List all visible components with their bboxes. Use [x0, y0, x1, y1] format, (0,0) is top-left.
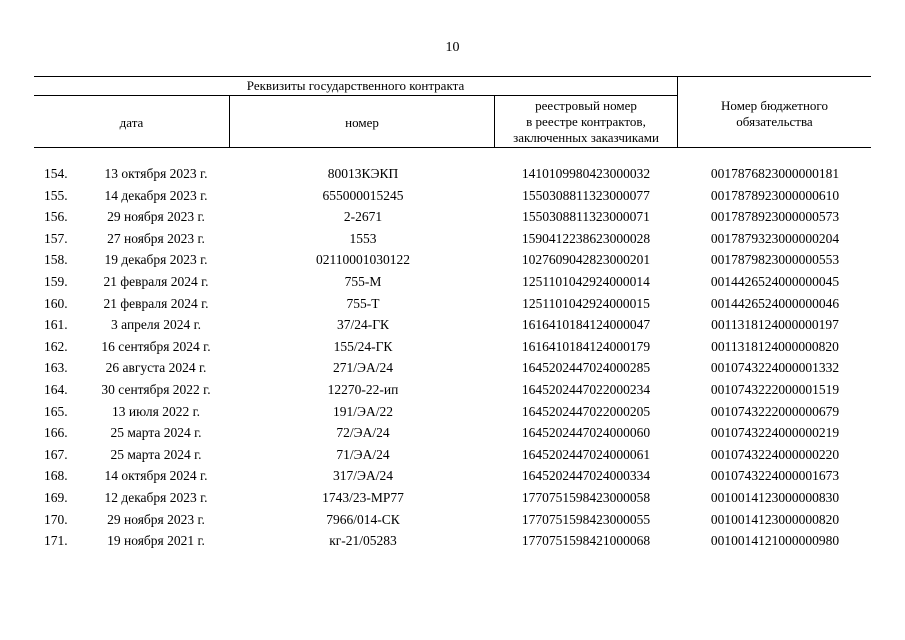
budget-obligation-number: 0011318124000000820 [711, 338, 839, 354]
budget-obligation-number: 0010743224000000219 [710, 425, 840, 441]
registry-number: 1550308811323000071 [522, 209, 650, 225]
budget-obligation-number: 0017879323000000204 [710, 230, 840, 246]
group-header-divider [34, 95, 678, 96]
registry-number: 1645202447024000061 [521, 446, 651, 462]
budget-obligation-number: 0010743224000000220 [710, 446, 840, 462]
registry-number: 1645202447022000205 [521, 403, 651, 419]
registry-number: 1251101042924000015 [522, 295, 650, 311]
row-number: 170. [44, 511, 68, 527]
contract-date: 3 апреля 2024 г. [111, 317, 201, 333]
contract-number: 7966/014-СК [326, 511, 400, 527]
header-registry-line3: заключенных заказчиками [513, 130, 659, 145]
row-number: 154. [44, 166, 68, 181]
budget-obligation-number: 0010743224000001673 [710, 468, 840, 484]
contract-date: 29 ноября 2023 г. [107, 209, 205, 225]
row-number: 171. [44, 533, 68, 549]
row-number: 156. [44, 209, 68, 225]
registry-number: 1770751598423000058 [521, 490, 651, 505]
row-number: 163. [44, 360, 68, 376]
contract-number: 191/ЭА/22 [333, 403, 393, 419]
registry-number: 1616410184124000047 [521, 317, 651, 333]
table-row [0, 185, 905, 207]
budget-obligation-number: 0014426524000000046 [710, 295, 840, 311]
registry-number: 1550308811323000077 [522, 187, 650, 203]
contract-number: 755-Т [346, 295, 380, 311]
budget-obligation-number: 0017878923000000610 [710, 187, 840, 203]
table-row [0, 228, 905, 250]
contract-number: 37/24-ГК [336, 317, 390, 333]
table-row [0, 379, 905, 401]
table-row [0, 530, 905, 552]
contract-date: 14 октября 2024 г. [104, 468, 208, 484]
table-top-border [34, 76, 871, 77]
row-number: 164. [44, 382, 68, 397]
registry-number: 1645202447024000334 [521, 468, 651, 484]
table-row [0, 314, 905, 336]
header-bottom-border [34, 147, 871, 148]
contract-date: 19 ноября 2021 г. [107, 533, 205, 549]
table-row [0, 357, 905, 379]
contract-number: кг-21/05283 [329, 533, 397, 549]
registry-number: 1590412238623000028 [521, 230, 651, 246]
contract-number: 1743/23-МР77 [322, 490, 404, 505]
header-date: дата [119, 115, 144, 130]
contract-date: 29 ноября 2023 г. [107, 511, 205, 527]
header-registry-line2: в реестре контрактов, [526, 114, 646, 129]
contract-date: 21 февраля 2024 г. [103, 295, 209, 311]
contract-date: 13 июля 2022 г. [112, 403, 200, 419]
registry-number: 1645202447024000060 [521, 425, 651, 441]
contract-number: 155/24-ГК [333, 338, 393, 354]
row-number: 161. [44, 317, 68, 333]
header-registry-line1: реестровый номер [535, 98, 637, 113]
contract-number: 1553 [349, 230, 377, 246]
registry-number: 1645202447024000285 [521, 360, 651, 376]
table-row [0, 487, 905, 509]
budget-obligation-number: 0017878923000000573 [710, 209, 840, 225]
budget-obligation-number: 0017879823000000553 [710, 252, 840, 268]
table-row [0, 422, 905, 444]
contract-date: 19 декабря 2023 г. [104, 252, 208, 268]
contract-date: 21 февраля 2024 г. [103, 274, 209, 289]
contract-number: 71/ЭА/24 [336, 446, 390, 462]
contract-number: 72/ЭА/24 [336, 425, 390, 441]
contract-date: 14 декабря 2023 г. [104, 187, 208, 203]
page-number: 10 [445, 40, 460, 55]
table-row [0, 163, 905, 185]
contract-date: 12 декабря 2023 г. [104, 490, 208, 505]
budget-obligation-number: 0010743222000000679 [710, 403, 840, 419]
table-row [0, 401, 905, 423]
registry-number: 1616410184124000179 [521, 338, 651, 354]
table-row [0, 465, 905, 487]
header-number: номер [345, 115, 379, 130]
row-number: 166. [44, 425, 68, 441]
table-row [0, 206, 905, 228]
budget-obligation-number: 0017876823000000181 [710, 166, 840, 181]
contract-date: 25 марта 2024 г. [110, 446, 202, 462]
row-number: 167. [44, 446, 68, 462]
contract-number: 271/ЭА/24 [333, 360, 393, 376]
contract-date: 25 марта 2024 г. [110, 425, 202, 441]
row-number: 162. [44, 338, 68, 354]
header-budget-line1: Номер бюджетного [721, 98, 828, 113]
contract-date: 30 сентября 2022 г. [101, 382, 211, 397]
budget-obligation-number: 0010014123000000830 [710, 490, 840, 505]
header-budget-line2: обязательства [736, 114, 813, 129]
group-header-title: Реквизиты государственного контракта [246, 78, 465, 93]
registry-number: 1770751598423000055 [521, 511, 651, 527]
contract-date: 13 октября 2023 г. [104, 166, 208, 181]
registry-number: 1251101042924000014 [522, 274, 650, 289]
row-number: 160. [44, 295, 68, 311]
row-number: 168. [44, 468, 68, 484]
row-number: 165. [44, 403, 68, 419]
contract-date: 27 ноября 2023 г. [107, 230, 205, 246]
contract-number: 2-2671 [343, 209, 383, 225]
contract-number: 755-М [344, 274, 382, 289]
registry-number: 1770751598421000068 [521, 533, 651, 549]
budget-obligation-number: 0010743224000001332 [710, 360, 840, 376]
table-row [0, 293, 905, 315]
table-row [0, 336, 905, 358]
contract-number: 12270-22-ип [327, 382, 399, 397]
registry-number: 1410109980423000032 [521, 166, 651, 181]
row-number: 158. [44, 252, 68, 268]
budget-obligation-number: 0010743222000001519 [710, 382, 840, 397]
registry-number: 1645202447022000234 [521, 382, 651, 397]
budget-obligation-number: 0010014121000000980 [710, 533, 840, 549]
budget-obligation-number: 0011318124000000197 [711, 317, 839, 333]
budget-obligation-number: 0014426524000000045 [710, 274, 840, 289]
contract-number: 317/ЭА/24 [333, 468, 393, 484]
contract-date: 26 августа 2024 г. [105, 360, 207, 376]
row-number: 155. [44, 187, 68, 203]
table-row [0, 249, 905, 271]
table-row [0, 444, 905, 466]
row-number: 159. [44, 274, 68, 289]
contract-number: 655000015245 [322, 187, 404, 203]
contract-date: 16 сентября 2024 г. [101, 338, 211, 354]
table-row [0, 509, 905, 531]
row-number: 169. [44, 490, 68, 505]
contract-number: 02110001030122 [316, 252, 410, 268]
registry-number: 1027609042823000201 [521, 252, 651, 268]
row-number: 157. [44, 230, 68, 246]
contract-number: 80013КЭКП [327, 166, 399, 181]
budget-obligation-number: 0010014123000000820 [710, 511, 840, 527]
table-row [0, 271, 905, 293]
